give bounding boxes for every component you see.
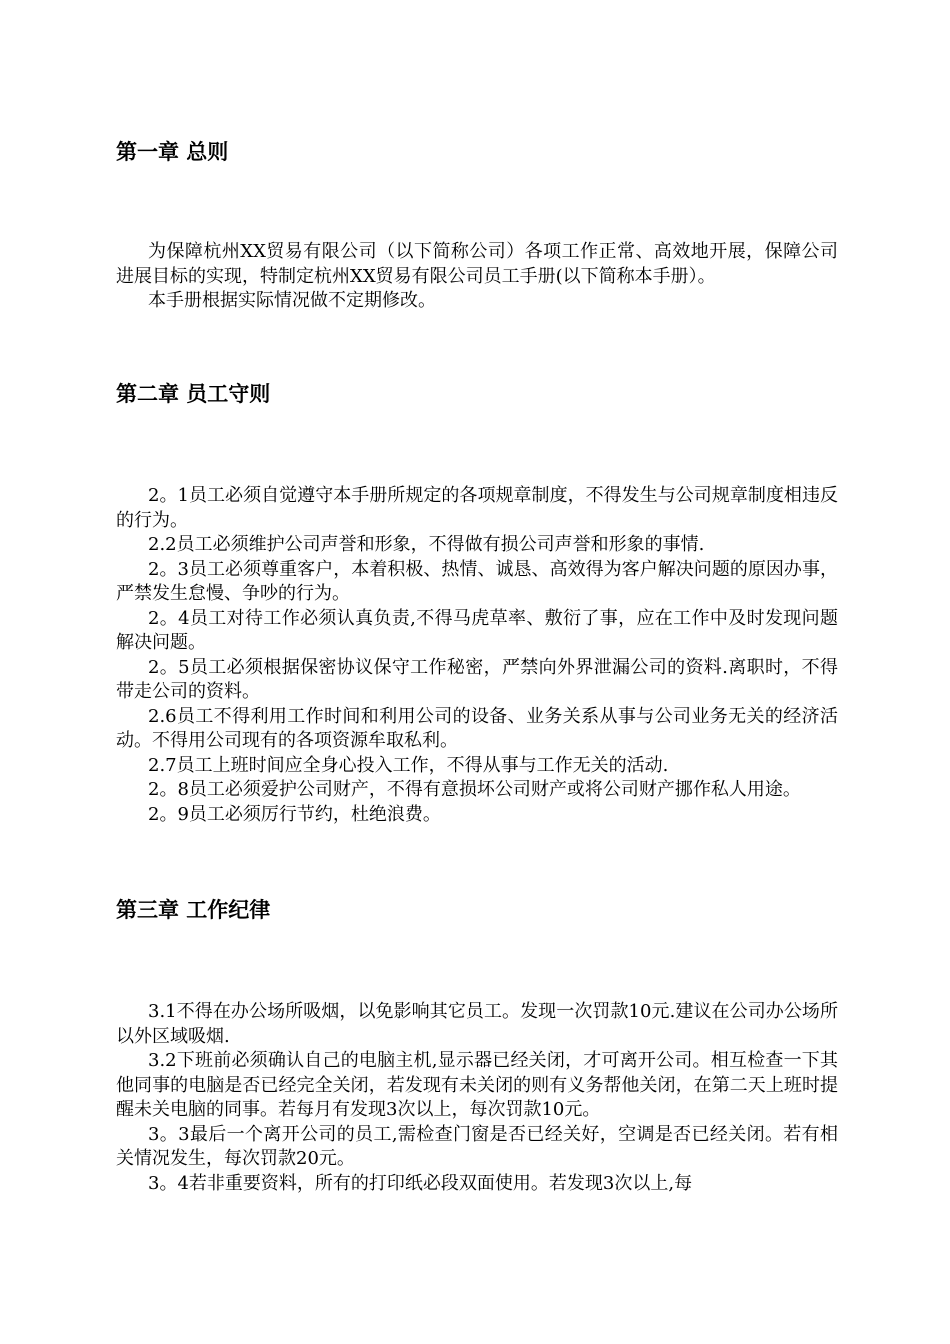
chapter-2-rule-3: 2。3员工必须尊重客户，本着积极、热情、诚恳、高效得为客户解决问题的原因办事，严禁发生怠慢、争吵的行为。 (116, 558, 838, 604)
chapter-2-rule-6: 2.6员工不得利用工作时间和利用公司的设备、业务关系从事与公司业务无关的经济活动。不得用公司现有的各项资源牟取私利。 (116, 705, 838, 751)
chapter-2-rule-8: 2。8员工必须爱护公司财产，不得有意损坏公司财产或将公司财产挪作私人用途。 (148, 779, 801, 800)
chapter-3-rule-2: 3.2下班前必须确认自己的电脑主机,显示器已经关闭，才可离开公司。相互检查一下其他同事的电脑是否已经完全关闭，若发现有未关闭的则有义务帮他关闭，在第二天上班时提醒未关电脑的同事。若每月有发现3次以上，每次罚款10元。 (116, 1050, 838, 1120)
chapter-3-body (116, 1000, 838, 1196)
chapter-2-rule-1: 2。1员工必须自觉遵守本手册所规定的各项规章制度，不得发生与公司规章制度相违反的行为。 (116, 485, 838, 531)
chapter-3-rule-4: 3。4若非重要资料，所有的打印纸必段双面使用。若发现3次以上,每 (148, 1172, 693, 1194)
chapter-3-title: 第三章 工作纪律 (116, 898, 271, 922)
chapter-2-rule-9: 2。9员工必须厉行节约，杜绝浪费。 (148, 803, 441, 825)
chapter-1-paragraph-1: 为保障杭州XX贸易有限公司（以下简称公司）各项工作正常、高效地开展，保障公司进展目标的实现，特制定杭州XX贸易有限公司员工手册(以下简称本手册）。 (116, 241, 838, 287)
chapter-2-rule-4: 2。4员工对待工作必须认真负责,不得马虎草率、敷衍了事，应在工作中及时发现问题解决问题。 (116, 607, 838, 653)
chapter-1-body (116, 240, 838, 314)
chapter-3-rule-3: 3。3最后一个离开公司的员工,需检查门窗是否已经关好，空调是否已经关闭。若有相关情况发生，每次罚款20元。 (116, 1123, 838, 1169)
chapter-2-rule-5: 2。5员工必须根据保密协议保守工作秘密，严禁向外界泄漏公司的资料.离职时，不得带走公司的资料。 (116, 656, 838, 702)
chapter-2-rule-7: 2.7员工上班时间应全身心投入工作，不得从事与工作无关的活动. (148, 754, 669, 776)
chapter-1-paragraph-2: 本手册根据实际情况做不定期修改。 (148, 290, 436, 311)
chapter-2-body (116, 484, 838, 827)
chapter-1-title: 第一章 总则 (116, 140, 229, 164)
chapter-3-rule-1: 3.1不得在办公场所吸烟，以免影响其它员工。发现一次罚款10元.建议在公司办公场所以外区域吸烟. (116, 1001, 838, 1047)
chapter-2-title: 第二章 员工守则 (116, 382, 271, 406)
chapter-2-rule-2: 2.2员工必须维护公司声誉和形象，不得做有损公司声誉和形象的事情. (148, 534, 705, 555)
